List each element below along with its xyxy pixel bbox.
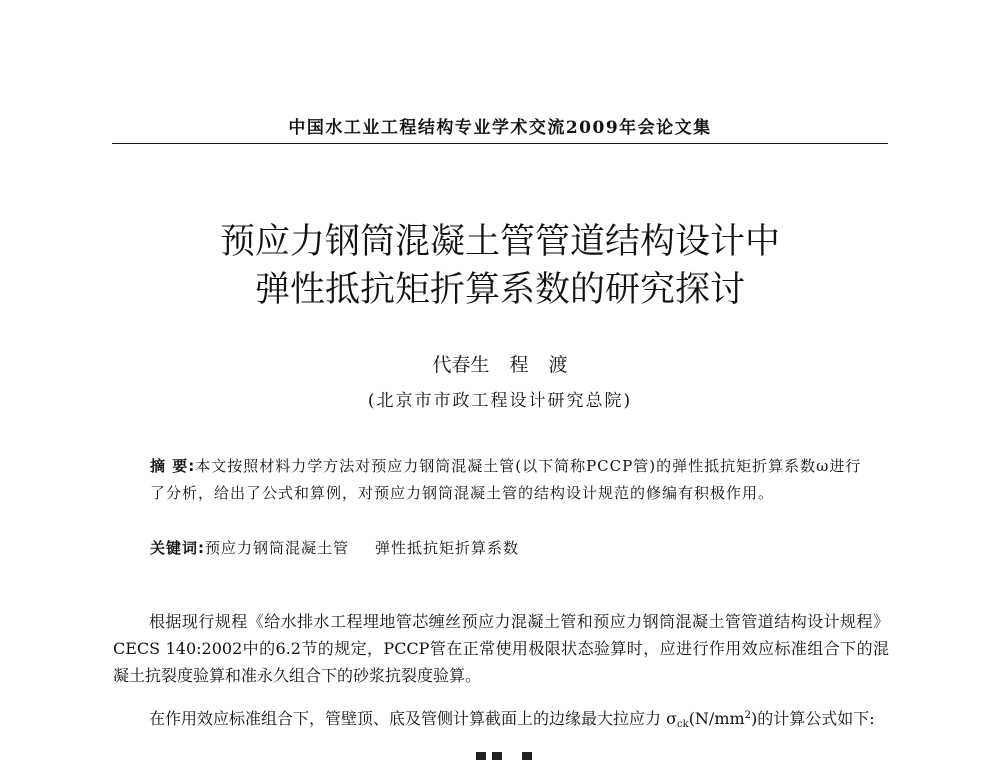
- paper-title-line-1: 预应力钢筒混凝土管管道结构设计中: [219, 222, 780, 262]
- keywords-label: 关键词:: [150, 539, 205, 557]
- unit-superscript: 2: [744, 710, 752, 721]
- author-list: 代春生 程 渡: [432, 354, 568, 376]
- stress-subscript: ck: [677, 719, 689, 730]
- abstract-label: 摘 要:: [150, 457, 196, 475]
- formula-cut-off: [476, 752, 536, 760]
- keyword-item: 预应力钢筒混凝土管: [205, 539, 350, 557]
- unit-text: (N/mm: [688, 709, 745, 728]
- keyword-item: 弹性抵抗矩折算系数: [375, 539, 520, 557]
- paragraph-text-end: )的计算公式如下:: [751, 709, 875, 728]
- affiliation: (北京市市政工程设计研究总院): [367, 391, 633, 411]
- keywords: [150, 537, 865, 558]
- formula-fragment: [492, 752, 502, 760]
- body-paragraph-2: [113, 702, 889, 738]
- body-paragraph-1: 根据现行规程《给水排水工程埋地管芯缠丝预应力混凝土管和预应力钢筒混凝土管管道结构设计规程》CECS 140:2002中的6.2节的规定，PCCP管在正常使用极限状态验算时，应进行作用效应标准组合下的混凝土抗裂度验算和准永久组合下的砂浆抗裂度验算。: [113, 612, 889, 685]
- paragraph-text: 在作用效应标准组合下，管壁顶、底及管侧计算截面上的边缘最大拉应力 σ: [149, 709, 678, 728]
- running-header: 中国水工业工程结构专业学术交流2009年会论文集: [288, 118, 712, 138]
- abstract: [150, 453, 865, 507]
- abstract-text: 本文按照材料力学方法对预应力钢筒混凝土管(以下简称PCCP管)的弹性抵抗矩折算系数ω进行了分析，给出了公式和算例，对预应力钢筒混凝土管的结构设计规范的修编有积极作用。: [150, 457, 862, 502]
- paper-title-line-2: 弹性抵抗矩折算系数的研究探讨: [254, 270, 745, 310]
- formula-fragment: [476, 752, 486, 760]
- header-divider: [112, 143, 888, 144]
- formula-fragment: [522, 752, 532, 760]
